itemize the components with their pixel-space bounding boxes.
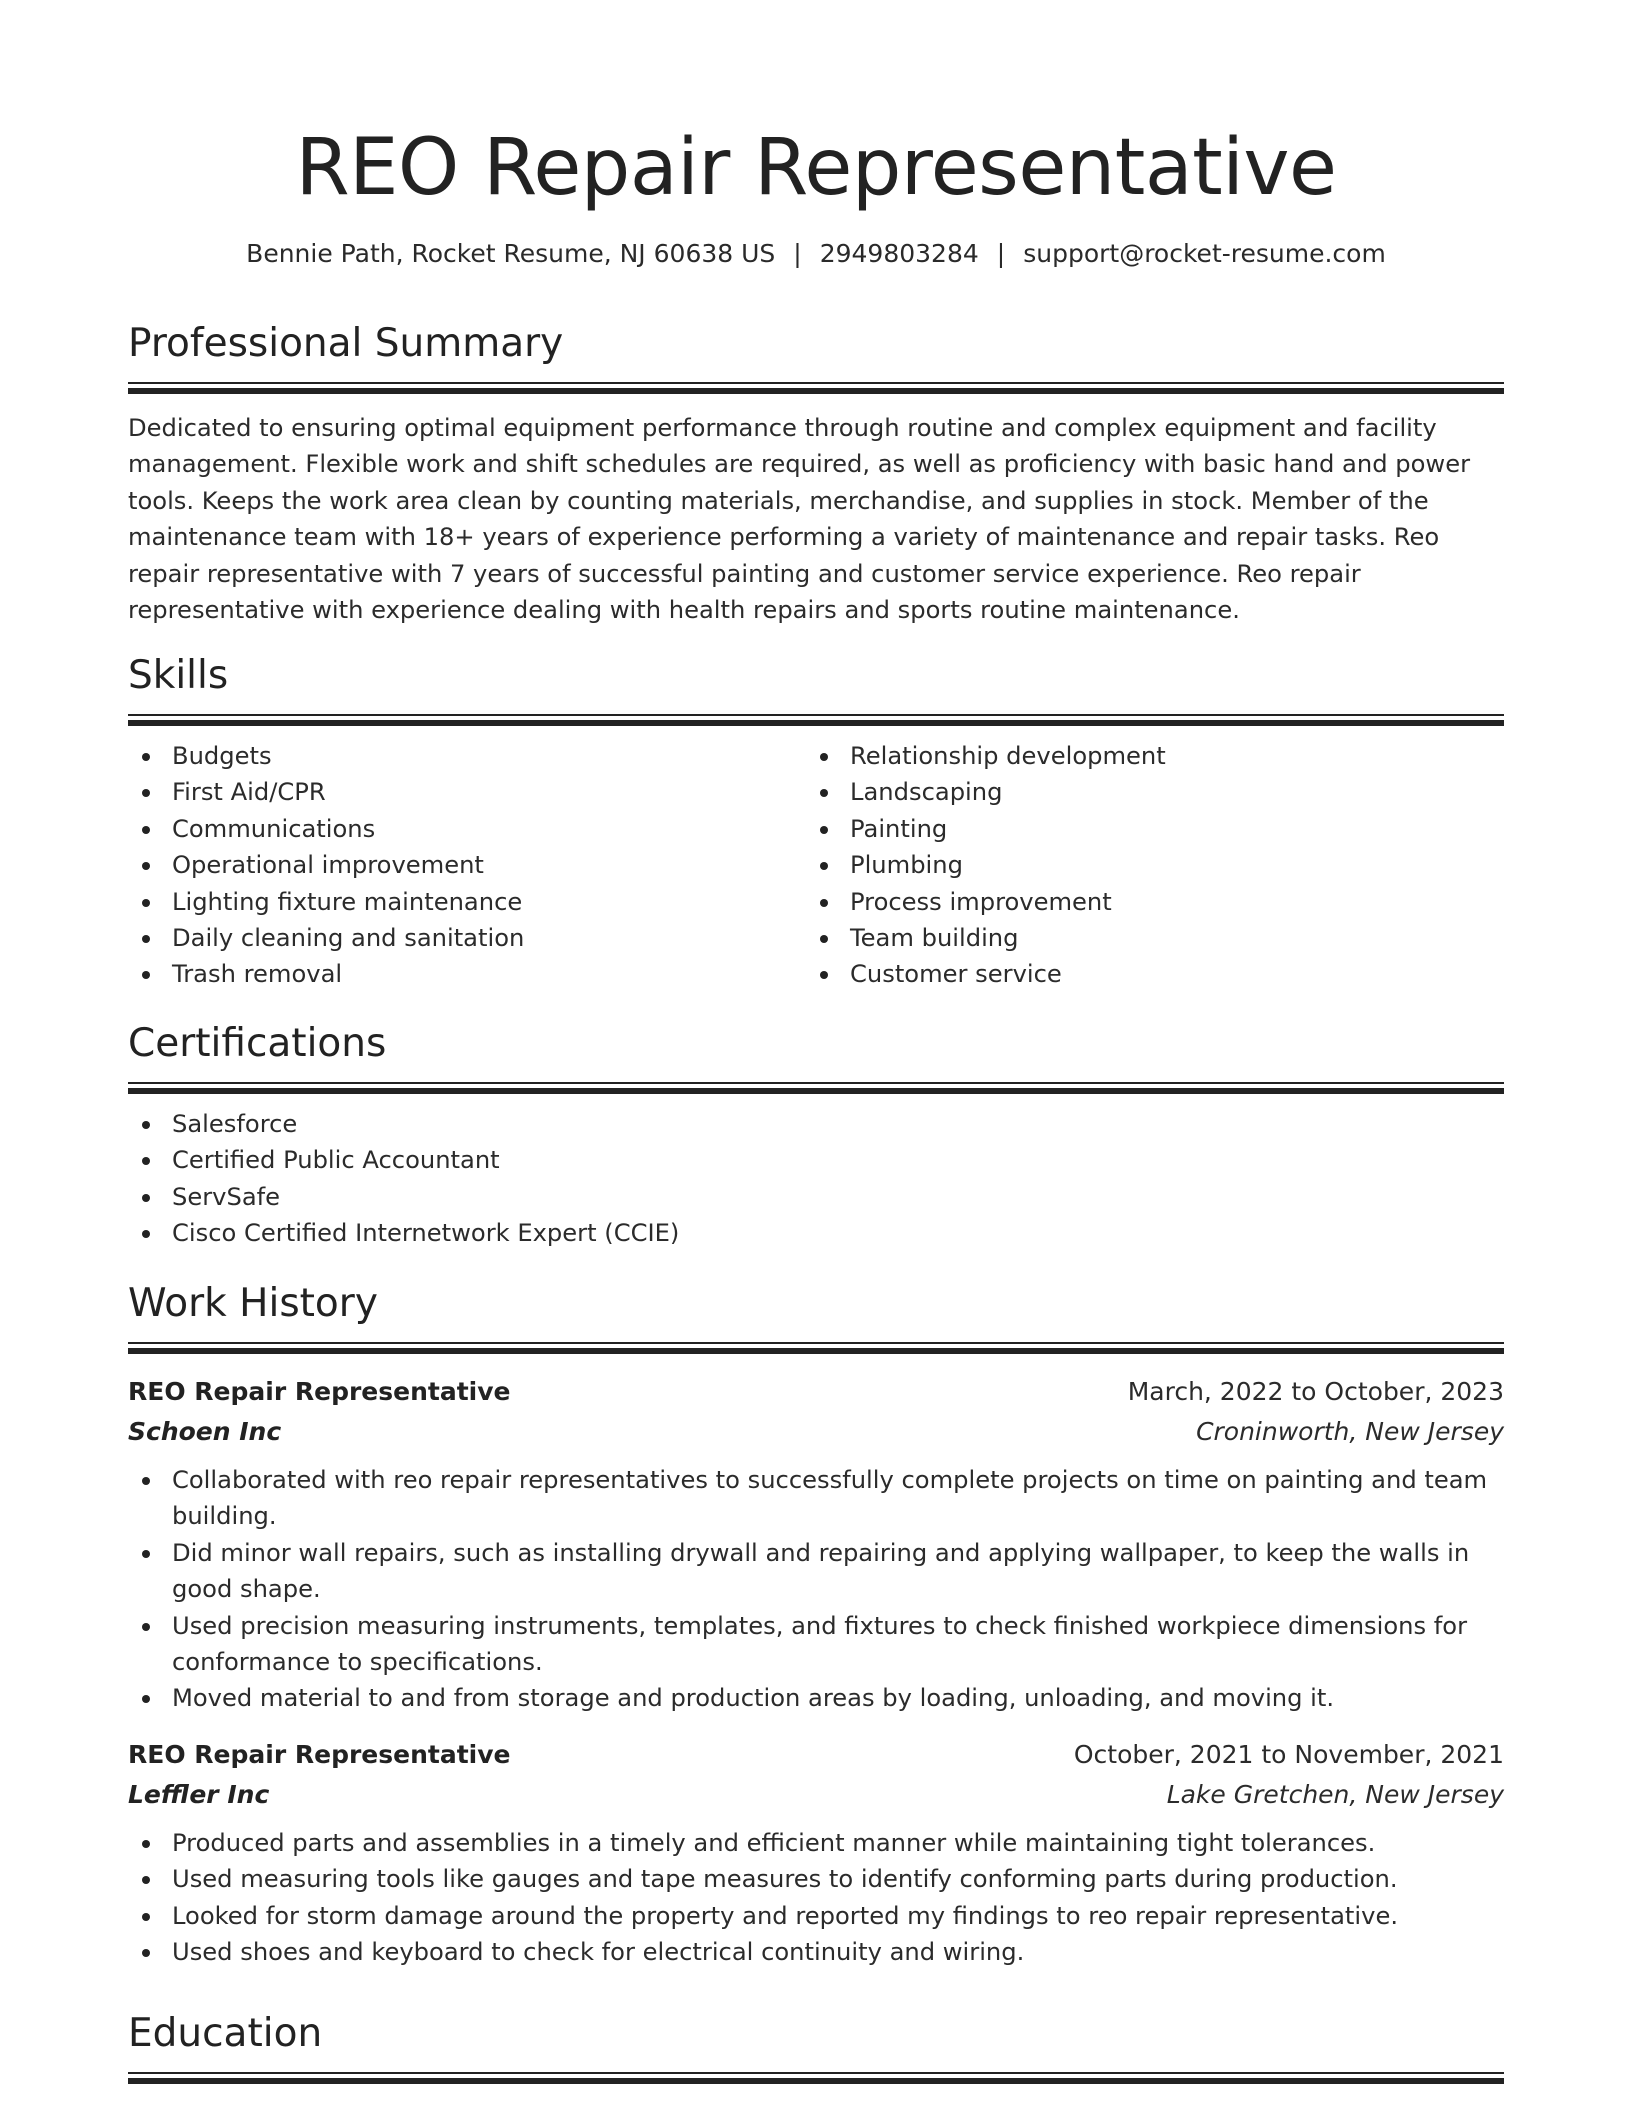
resume-page [128, 0, 1504, 2056]
job-bullets [128, 1825, 1504, 1971]
contact-separator: | [996, 239, 1006, 268]
certification-item: Cisco Certified Internetwork Expert (CCIE) [128, 1215, 1504, 1251]
job-bullet: Did minor wall repairs, such as installing drywall and repairing and applying wallpaper, to keep the walls in good shape. [128, 1535, 1504, 1608]
section-title-summary: Professional Summary [128, 321, 564, 366]
skill-item: Team building [806, 920, 1484, 956]
summary-text: Dedicated to ensuring optimal equipment performance through routine and complex equipment and facility management. Flexible work and shift schedules are required, as well as proficiency with basic hand and power tools. Keeps the work area clean by counting materials, merchandise, and supplies in stock. Member of the maintenance team with 18+ years of experience performing a variety of maintenance and repair tasks. Reo repair representative with 7 years of successful painting and customer service experience. Reo repair representative with experience dealing with health repairs and sports routine maintenance. [128, 414, 1471, 625]
resume-title: REO Repair Representative [295, 123, 1337, 213]
job-bullet: Collaborated with reo repair representatives to successfully complete projects on time on painting and team building. [128, 1462, 1504, 1535]
job-title: REO Repair Representative [128, 1739, 511, 1769]
contact-separator: | [793, 239, 802, 268]
skill-item: Lighting fixture maintenance [128, 884, 806, 920]
skill-item: Customer service [806, 956, 1484, 992]
skills-list-left [128, 738, 806, 993]
job-location: Croninworth, New Jersey [1196, 1417, 1504, 1446]
job-bullets [128, 1462, 1504, 1717]
skill-item: Landscaping [806, 774, 1484, 810]
job-dates: October, 2021 to November, 2021 [1073, 1739, 1504, 1769]
job-bullet: Looked for storm damage around the property and reported my findings to reo repair representative. [128, 1898, 1504, 1934]
job-company: Leffler Inc [128, 1779, 270, 1809]
certification-item: ServSafe [128, 1179, 1504, 1215]
section-title-skills: Skills [128, 653, 229, 698]
education-section [128, 2010, 1504, 2082]
section-divider [128, 714, 1504, 724]
certifications-list [128, 1106, 1504, 1252]
skill-item: Plumbing [806, 847, 1484, 883]
section-divider [128, 1342, 1504, 1352]
section-title-work-history: Work History [128, 1281, 378, 1326]
certification-item: Certified Public Accountant [128, 1142, 1504, 1178]
skill-item: Painting [806, 811, 1484, 847]
job-entry [128, 1735, 1504, 1971]
skill-item: First Aid/CPR [128, 774, 806, 810]
job-bullet: Used measuring tools like gauges and tape measures to identify conforming parts during production. [128, 1861, 1504, 1897]
skill-item: Process improvement [806, 884, 1484, 920]
skill-item: Operational improvement [128, 847, 806, 883]
job-title: REO Repair Representative [128, 1377, 511, 1406]
job-bullet: Used shoes and keyboard to check for electrical continuity and wiring. [128, 1934, 1504, 1970]
work-history-section [128, 1280, 1504, 1970]
certification-item: Salesforce [128, 1106, 1504, 1142]
skill-item: Relationship development [806, 738, 1484, 774]
skills-list-right [806, 738, 1484, 993]
job-bullet: Used precision measuring instruments, templates, and fixtures to check finished workpiece dimensions for conformance to specifications. [128, 1608, 1504, 1681]
section-divider [128, 1082, 1504, 1092]
section-divider [128, 2072, 1504, 2082]
skill-item: Daily cleaning and sanitation [128, 920, 806, 956]
job-bullet: Moved material to and from storage and production areas by loading, unloading, and moving it. [128, 1680, 1504, 1716]
skill-item: Trash removal [128, 956, 806, 992]
job-company: Schoen Inc [128, 1417, 282, 1446]
job-bullet: Produced parts and assemblies in a timely and efficient manner while maintaining tight tolerances. [128, 1825, 1504, 1861]
job-location: Lake Gretchen, New Jersey [1166, 1779, 1504, 1809]
contact-phone: 2949803284 [819, 239, 979, 268]
professional-summary-section [128, 320, 1504, 628]
job-entry [128, 1372, 1504, 1717]
section-title-certifications: Certifications [128, 1021, 387, 1066]
skill-item: Communications [128, 811, 806, 847]
section-divider [128, 382, 1504, 392]
certifications-section [128, 1020, 1504, 1252]
contact-line [128, 236, 1504, 272]
contact-email: support@rocket-resume.com [1023, 239, 1386, 268]
skills-section [128, 652, 1504, 993]
section-title-education: Education [128, 2011, 323, 2056]
job-dates: March, 2022 to October, 2023 [1127, 1377, 1504, 1406]
contact-address: Bennie Path, Rocket Resume, NJ 60638 US [246, 239, 776, 268]
skill-item: Budgets [128, 738, 806, 774]
